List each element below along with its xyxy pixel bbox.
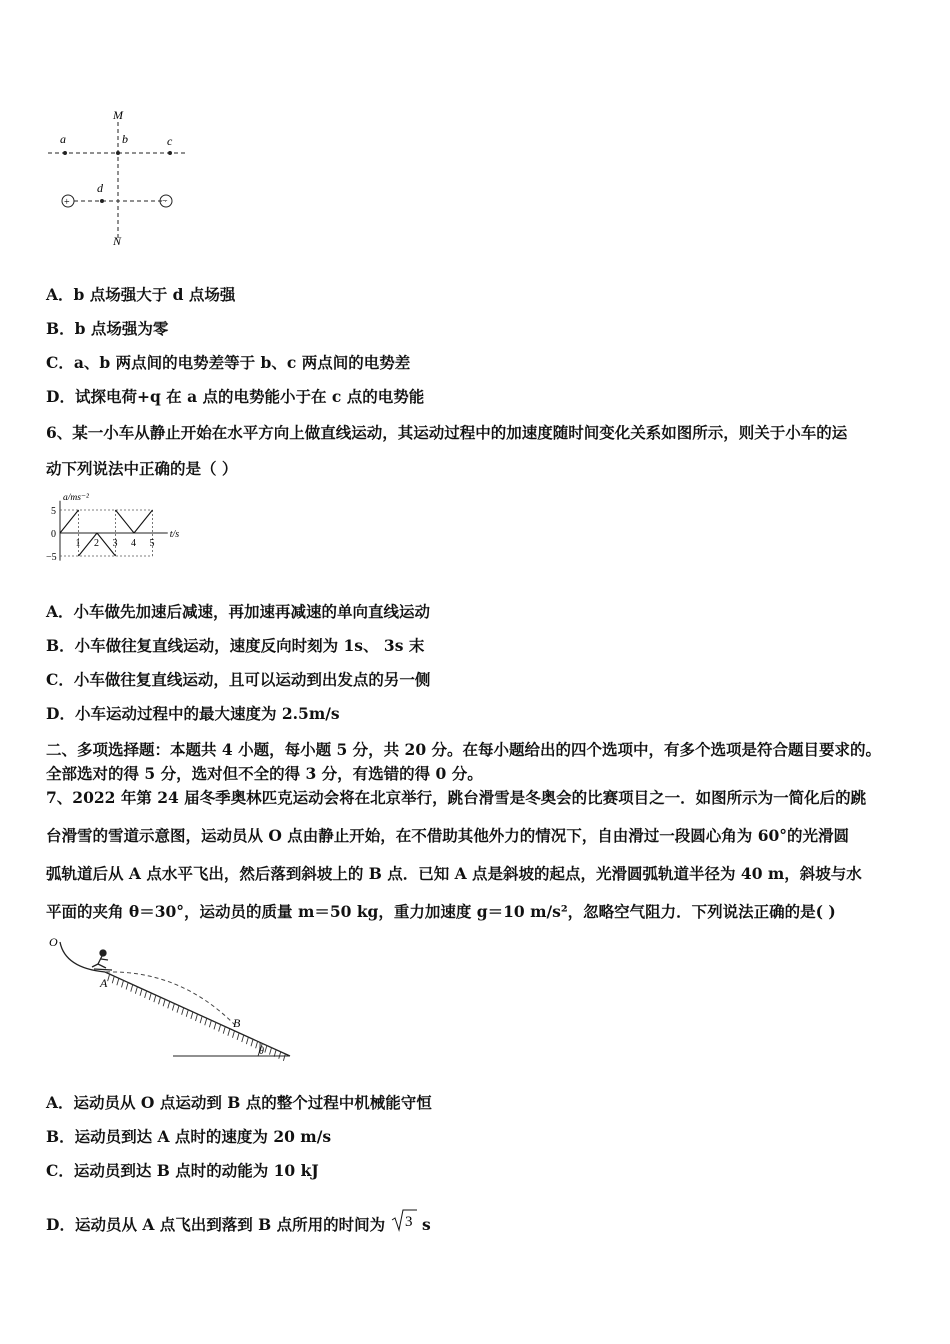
trajectory <box>106 972 235 1025</box>
q7-stem-1: 7、2022 年第 24 届冬季奥林匹克运动会将在北京举行，跳台滑雪是冬奥会的比赛项目之一．如图所示为一简化后的跳 <box>46 788 867 807</box>
q7-option-b[interactable]: B．运动员到达 A 点时的速度为 20 m/s <box>46 1127 332 1146</box>
slope-hatch <box>196 1014 198 1021</box>
slope-hatch <box>177 1006 179 1013</box>
q6-stem-1: 6、某一小车从静止开始在水平方向上做直线运动，其运动过程中的加速度随时间变化关系如图所示，则关于小车的运 <box>46 423 848 442</box>
label-theta: θ <box>259 1046 264 1057</box>
label-O: O <box>49 935 58 949</box>
slope-hatch <box>233 1031 235 1038</box>
y-axis-label: a/ms⁻² <box>63 493 89 503</box>
q7-option-c[interactable]: C．运动员到达 B 点时的动能为 10 kJ <box>46 1161 319 1180</box>
slope-hatch <box>168 1001 170 1008</box>
slope-hatch <box>214 1022 216 1029</box>
label-A: A <box>100 976 108 990</box>
q6-option-b[interactable]: B．小车做往复直线运动，速度反向时刻为 1s、 3s 末 <box>46 636 425 655</box>
q7-stem-3: 弧轨道后从 A 点水平飞出，然后落到斜坡上的 B 点．已知 A 点是斜坡的起点，光滑圆弧轨道半径为 40 m，斜坡与水 <box>46 864 862 883</box>
slope-hatch <box>242 1035 244 1042</box>
slope-hatch <box>246 1037 248 1044</box>
charge-figure <box>40 100 200 250</box>
slope-hatch <box>112 976 114 983</box>
slope-hatch <box>283 1054 285 1061</box>
point-c <box>168 151 172 155</box>
ski-jump-figure <box>40 930 300 1065</box>
y-tick-label: 0 <box>51 529 56 540</box>
skier-icon <box>92 950 112 970</box>
x-tick-label: 4 <box>131 538 136 549</box>
x-tick-label: 5 <box>149 538 155 549</box>
label-N: N <box>113 234 122 248</box>
label-d: d <box>97 181 103 195</box>
slope-hatch <box>270 1048 272 1055</box>
section2-heading-1: 二、多项选择题：本题共 4 小题，每小题 5 分，共 20 分。在每小题给出的四个选项中，有多个选项是符合题目要求的。 <box>46 740 882 759</box>
slope-hatch <box>200 1016 202 1023</box>
slope-hatch <box>108 974 110 981</box>
slope-hatch <box>126 983 128 990</box>
point-d <box>100 199 104 203</box>
label-c: c <box>167 134 173 148</box>
slope-hatch <box>154 995 156 1002</box>
label-B: B <box>233 1016 241 1030</box>
sqrt-expression <box>391 1208 417 1235</box>
label-M: M <box>113 108 123 122</box>
q6-option-d[interactable]: D．小车运动过程中的最大速度为 2.5m/s <box>46 704 340 723</box>
slope-hatch <box>186 1010 188 1017</box>
slope-hatch <box>135 987 137 994</box>
slope-hatch <box>209 1020 211 1027</box>
x-tick-label: 3 <box>112 538 118 549</box>
slope-hatch <box>228 1029 230 1036</box>
q7-stem-2: 台滑雪的雪道示意图，运动员从 O 点由静止开始，在不借助其他外力的情况下，自由滑过一段圆心角为 60°的光滑圆 <box>46 826 850 845</box>
x-tick-label: 2 <box>94 538 99 549</box>
slope-hatch <box>131 985 133 992</box>
q5-option-a[interactable]: A．b 点场强大于 d 点场强 <box>46 285 236 304</box>
slope-hatch <box>122 980 124 987</box>
time-unit: s <box>421 1215 431 1234</box>
slope-hatch <box>140 989 142 996</box>
slope-hatch <box>251 1039 253 1046</box>
x-tick-label: 1 <box>75 538 81 549</box>
sqrt-radicand: 3 <box>404 1214 413 1230</box>
q7-option-d[interactable]: D．运动员从 A 点飞出到落到 B 点所用的时间为 3 s <box>46 1208 431 1235</box>
acceleration-chart <box>40 488 190 570</box>
q6-option-a[interactable]: A．小车做先加速后减速，再加速再减速的单向直线运动 <box>46 602 431 621</box>
slope-hatch <box>163 999 165 1006</box>
y-tick-label: 5 <box>51 506 56 517</box>
q5-option-b[interactable]: B．b 点场强为零 <box>46 319 169 338</box>
point-b <box>116 151 120 155</box>
slope-hatch <box>223 1027 225 1034</box>
sqrt-symbol <box>391 1208 417 1232</box>
series-segment <box>116 510 135 533</box>
q6-stem-2: 动下列说法中正确的是（ ） <box>46 459 238 478</box>
slope-hatch <box>279 1052 281 1059</box>
slope-hatch <box>237 1033 239 1040</box>
slope-hatch <box>117 978 119 985</box>
slope-hatch <box>149 993 151 1000</box>
q5-option-d[interactable]: D．试探电荷+q 在 a 点的电势能小于在 c 点的电势能 <box>46 387 425 406</box>
label-a: a <box>60 132 66 146</box>
series-segment <box>134 510 153 533</box>
slope-hatch <box>159 997 161 1004</box>
minus-sign: − <box>162 196 168 207</box>
q6-option-c[interactable]: C．小车做往复直线运动，且可以运动到出发点的另一侧 <box>46 670 431 689</box>
slope-hatch <box>145 991 147 998</box>
arc-track <box>60 942 105 972</box>
slope-hatch <box>205 1018 207 1025</box>
slope-hatch <box>219 1025 221 1032</box>
q7-option-a[interactable]: A．运动员从 O 点运动到 B 点的整个过程中机械能守恒 <box>46 1093 432 1112</box>
series-segment <box>60 510 79 533</box>
slope-hatch <box>256 1041 258 1048</box>
q5-option-c[interactable]: C．a、b 两点间的电势差等于 b、c 两点间的电势差 <box>46 353 411 372</box>
label-b: b <box>122 132 128 146</box>
y-tick-label: −5 <box>46 552 57 563</box>
plus-sign: + <box>64 197 70 208</box>
slope-hatch <box>265 1046 267 1053</box>
x-axis-label: t/s <box>169 529 180 540</box>
slope-hatch <box>172 1004 174 1011</box>
slope-hatch <box>182 1008 184 1015</box>
section2-heading-2: 全部选对的得 5 分，选对但不全的得 3 分，有选错的得 0 分。 <box>46 764 483 783</box>
slope-hatch <box>191 1012 193 1019</box>
q7-stem-4: 平面的夹角 θ＝30°，运动员的质量 m＝50 kg，重力加速度 g＝10 m/s²，忽略空气阻力．下列说法正确的是( ) <box>46 902 836 921</box>
point-a <box>63 151 67 155</box>
